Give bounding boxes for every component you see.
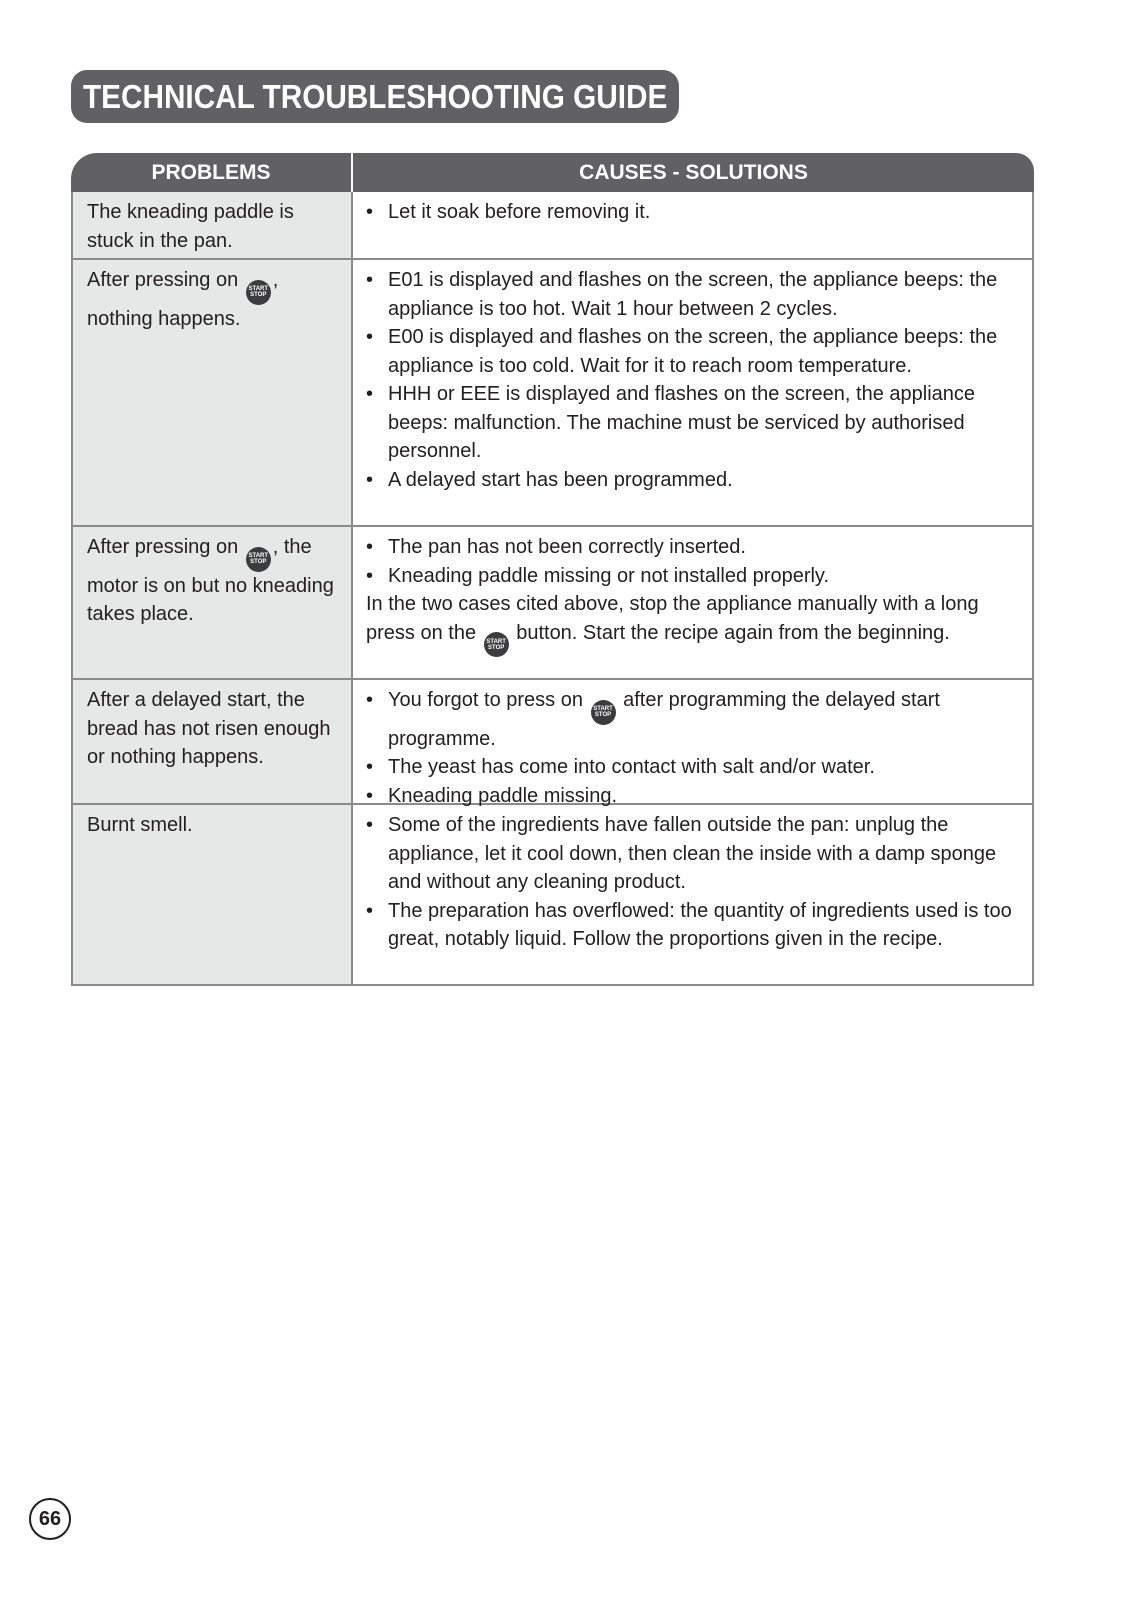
solution-item: • You forgot to press on START STOP after programming the delayed start programme. [366,686,1024,753]
troubleshooting-table [71,153,1034,986]
problem-cell: Burnt smell. [73,805,353,984]
solution-cell [353,680,1032,807]
header-problems: PROBLEMS [71,153,353,192]
table-row [71,260,1034,527]
solution-item: • Kneading paddle missing. [366,782,1024,811]
problem-text: After pressing on [87,536,239,558]
problem-cell: The kneading paddle is stuck in the pan. [73,192,353,258]
start-stop-button-icon: START STOP [591,700,616,725]
problem-cell [73,527,353,678]
problem-cell: After a delayed start, the bread has not risen enough or nothing happens. [73,680,353,803]
solution-item: • Kneading paddle missing or not installed properly. [366,562,1024,591]
problem-text: , the motor is on but no kneading takes place. [87,536,334,625]
solution-item: • The pan has not been correctly inserted. [366,533,1024,562]
solution-item: • Let it soak before removing it. [366,198,1024,227]
solution-cell [353,805,1032,984]
solution-cell [353,192,1032,258]
page-title-bar [71,70,679,123]
start-stop-button-icon: START STOP [246,547,271,572]
page-number: 66 [29,1498,71,1540]
start-stop-button-icon: START STOP [484,632,509,657]
solution-item: • E00 is displayed and flashes on the screen, the appliance beeps: the appliance is too cold. Wait for it to reach room temperature. [366,323,1024,380]
problem-text: , nothing happens. [87,269,279,330]
solution-item: • The yeast has come into contact with salt and/or water. [366,753,1024,782]
solution-item: • A delayed start has been programmed. [366,466,1024,495]
problem-cell [73,260,353,525]
solution-item: • E01 is displayed and flashes on the screen, the appliance beeps: the appliance is too hot. Wait 1 hour between 2 cycles. [366,266,1024,323]
header-solutions: CAUSES - SOLUTIONS [579,160,808,184]
table-row [71,192,1034,260]
table-row [71,527,1034,680]
table-row [71,805,1034,986]
page-title: TECHNICAL TROUBLESHOOTING GUIDE [83,78,668,115]
solution-cell [353,527,1032,678]
solution-item: • HHH or EEE is displayed and flashes on the screen, the appliance beeps: malfunction. The machine must be serviced by authorised personnel. [366,380,1024,466]
solution-cell [353,260,1032,525]
solution-item: • The preparation has overflowed: the quantity of ingredients used is too great, notably liquid. Follow the proportions given in the recipe. [366,897,1024,954]
problem-text: After pressing on [87,269,239,291]
table-header [71,153,1034,192]
table-row [71,680,1034,805]
solution-note: In the two cases cited above, stop the appliance manually with a long press on the START STOP button. Start the recipe again from the beginning. [366,590,1024,657]
start-stop-button-icon: START STOP [246,280,271,305]
solution-item: • Some of the ingredients have fallen outside the pan: unplug the appliance, let it cool down, then clean the inside with a damp sponge and without any cleaning product. [366,811,1024,897]
